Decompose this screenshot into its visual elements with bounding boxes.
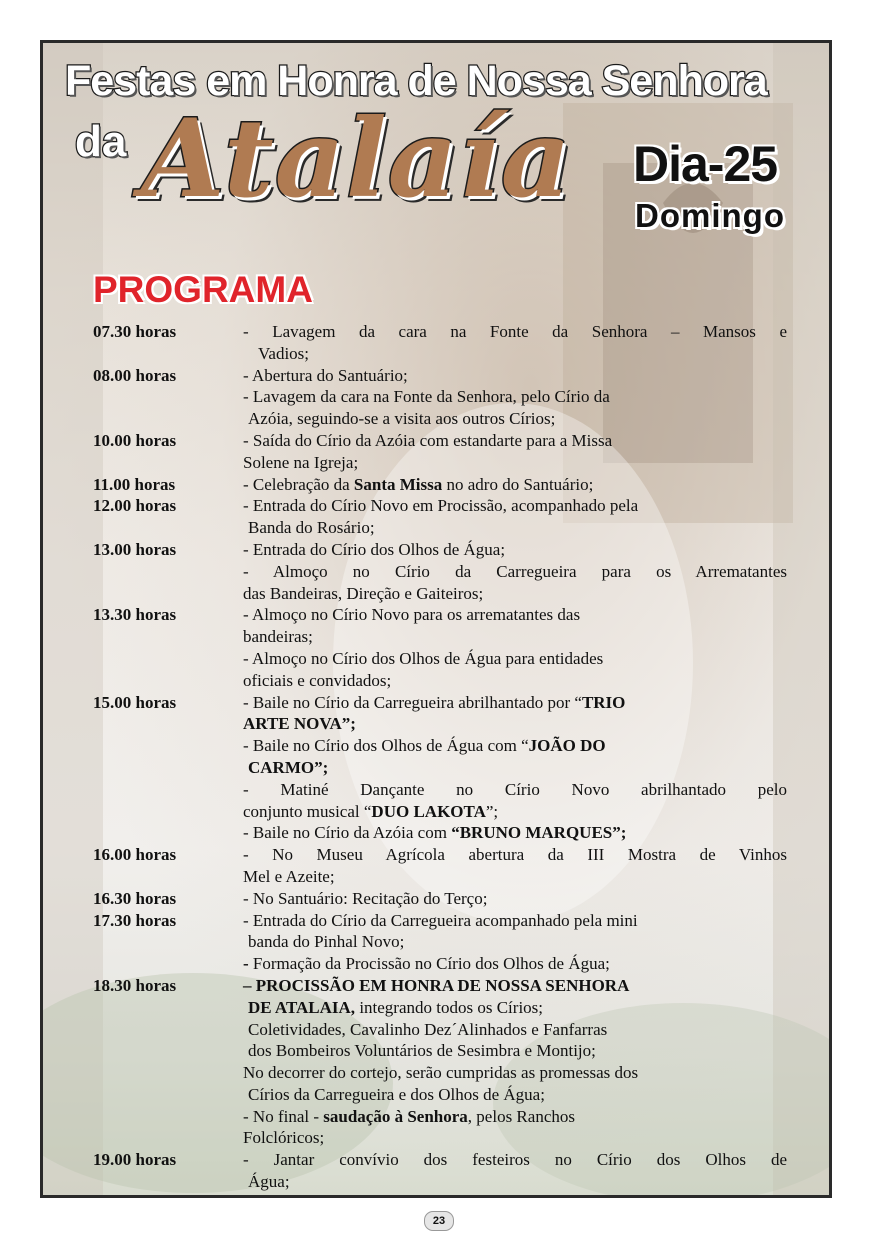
entry-line: - Entrada do Círio Novo em Procissão, acompanhado pela <box>243 496 639 516</box>
schedule-entry <box>93 604 787 691</box>
schedule-entry <box>93 975 787 1149</box>
entry-time: 16.00 horas <box>93 845 177 865</box>
entry-line: das Bandeiras, Direção e Gaiteiros; <box>243 583 484 603</box>
entry-line <box>243 975 787 997</box>
entry-time: 18.30 horas <box>93 975 177 995</box>
entry-line: - Almoço no Círio da Carregueira para os Arrematantes <box>243 561 787 581</box>
entry-time: 16.30 horas <box>93 888 177 908</box>
bold-segment: CARMO”; <box>248 757 329 777</box>
entry-line: - Entrada do Círio dos Olhos de Água; <box>243 539 506 559</box>
entry-time: 13.30 horas <box>93 605 177 625</box>
title-da: da <box>75 117 127 166</box>
schedule-entry <box>93 1149 787 1193</box>
entry-line: - Saída do Círio da Azóia com estandarte para a Missa <box>243 430 613 450</box>
entry-line: Azóia, seguindo-se a visita aos outros Círios; <box>248 409 556 429</box>
bold-segment: saudação à Senhora <box>323 1106 468 1126</box>
entry-line <box>243 997 787 1019</box>
entry-line: Folclóricos; <box>243 1128 325 1148</box>
entry-line <box>243 757 787 779</box>
entry-line <box>243 713 787 735</box>
text-segment: integrando todos os Círios; <box>355 997 544 1017</box>
bold-segment: Santa Missa <box>353 474 443 494</box>
entry-line <box>243 953 787 975</box>
entry-line: - Lavagem da cara na Fonte da Senhora, pelo Círio da <box>243 387 610 407</box>
bold-segment: DE ATALAIA, <box>248 997 356 1017</box>
entry-line <box>243 1106 787 1128</box>
schedule-entry <box>93 430 787 474</box>
schedule-entry <box>93 888 787 910</box>
schedule-entry <box>93 910 787 975</box>
entry-line <box>243 735 787 757</box>
entry-time: 17.30 horas <box>93 910 177 930</box>
entry-line: Água; <box>248 1172 290 1192</box>
entry-line: - Matiné Dançante no Círio Novo abrilhantado pelo <box>243 779 787 799</box>
entry-line <box>243 822 787 844</box>
entry-time: 19.00 horas <box>93 1150 177 1170</box>
entry-line <box>243 692 787 714</box>
schedule-entry <box>93 495 787 539</box>
text-segment: - Baile no Círio da Azóia com <box>243 823 452 843</box>
schedule-entry <box>93 844 787 888</box>
text-segment: - Baile no Círio dos Olhos de Água com “ <box>243 736 529 756</box>
entry-time: 11.00 horas <box>93 474 176 494</box>
entry-line: - No Museu Agrícola abertura da III Mostra de Vinhos <box>243 845 787 865</box>
bold-segment: – PROCISSÃO EM HONRA DE NOSSA SENHORA <box>243 975 630 995</box>
entry-line: - Almoço no Círio Novo para os arrematantes das <box>243 605 581 625</box>
bold-segment: “BRUNO MARQUES”; <box>451 823 627 843</box>
entry-line: Círios da Carregueira e dos Olhos de Água; <box>248 1084 545 1104</box>
entry-line: Solene na Igreja; <box>243 452 359 472</box>
entry-time: 08.00 horas <box>93 365 177 385</box>
entry-line <box>243 474 787 496</box>
entry-line: - Almoço no Círio dos Olhos de Água para entidades <box>243 648 604 668</box>
entry-time: 15.00 horas <box>93 692 177 712</box>
entry-line: - No Santuário: Recitação do Terço; <box>243 888 488 908</box>
entry-time: 10.00 horas <box>93 430 177 450</box>
programa-heading: PROGRAMA <box>93 269 313 310</box>
entry-line: dos Bombeiros Voluntários de Sesimbra e Montijo; <box>248 1041 596 1061</box>
entry-line: Banda do Rosário; <box>248 518 375 538</box>
day-label: Dia-25 <box>633 136 778 192</box>
page-number: 23 <box>424 1211 454 1231</box>
text-segment: - Baile no Círio da Carregueira abrilhantado por “ <box>243 692 582 712</box>
entry-line <box>243 801 787 823</box>
entry-line: Mel e Azeite; <box>243 866 335 886</box>
poster-frame <box>40 40 832 1198</box>
bold-segment: JOÃO DO <box>528 736 606 756</box>
bold-segment: DUO LAKOTA <box>371 801 486 821</box>
text-segment: - No final - <box>243 1106 324 1126</box>
entry-line: No decorrer do cortejo, serão cumpridas as promessas dos <box>243 1063 639 1083</box>
text-segment: no adro do Santuário; <box>442 474 594 494</box>
entry-line: - Lavagem da cara na Fonte da Senhora – Mansos e <box>243 322 787 341</box>
entry-time: 12.00 horas <box>93 496 177 516</box>
text-segment: ”; <box>485 801 499 821</box>
festival-title: Festas em Honra de Nossa Senhora <box>65 57 767 105</box>
bold-segment: TRIO <box>581 692 626 712</box>
text-segment: conjunto musical “ <box>243 801 372 821</box>
entry-time: 13.00 horas <box>93 539 177 559</box>
entry-line: - Abertura do Santuário; <box>243 365 408 385</box>
text-segment: , pelos Ranchos <box>467 1106 575 1126</box>
entry-line: banda do Pinhal Novo; <box>248 932 405 952</box>
schedule-list <box>93 321 787 1193</box>
bold-segment: ARTE NOVA”; <box>243 714 356 734</box>
entry-time: 07.30 horas <box>93 322 177 341</box>
weekday-label: Domingo <box>635 197 785 234</box>
title-atalaia: Atalaía <box>141 96 572 222</box>
entry-line: - Entrada do Círio da Carregueira acompanhado pela mini <box>243 910 638 930</box>
schedule-entry <box>93 365 787 430</box>
bold-segment: - <box>243 954 253 974</box>
entry-line: oficiais e convidados; <box>243 670 392 690</box>
text-segment: Formação da Procissão no Círio dos Olhos de Água; <box>252 954 610 974</box>
entry-line: bandeiras; <box>243 627 313 647</box>
entry-line: - Jantar convívio dos festeiros no Círio dos Olhos de <box>243 1150 787 1170</box>
schedule-entry <box>93 321 787 365</box>
schedule-entry <box>93 474 787 496</box>
entry-line: Vadios; <box>258 343 309 363</box>
schedule-entry <box>93 539 787 604</box>
entry-line: Coletividades, Cavalinho Dez´Alinhados e Fanfarras <box>248 1019 608 1039</box>
text-segment: - Celebração da <box>243 474 354 494</box>
schedule-entry <box>93 692 787 845</box>
